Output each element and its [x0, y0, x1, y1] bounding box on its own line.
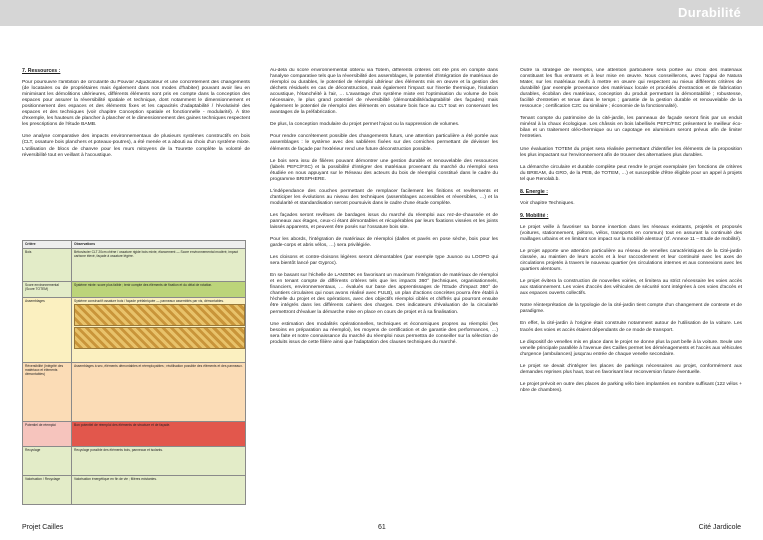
table-header-cell: Critère: [23, 241, 72, 249]
table-row: [23, 298, 246, 363]
table-row: [23, 363, 246, 422]
wall-section-image: [74, 327, 245, 349]
paragraph: Pour rendre concrètement possible des changements futurs, une attention particulière a été portée aux assemblages : le système avec des sablières fixées sur des corniches permettant de dévisser les éléments de façade par l'extérieur rend une future déconstruction possible.: [270, 134, 498, 152]
row-text: Bon potentiel de réemploi des éléments de structure et de façade.: [72, 422, 246, 447]
paragraph: Au-delà du score environnemental obtenu via Totem, différents critères ont été pris en compte dans l'analyse comparative tels que la réversibilité des assemblages, le potentiel d'intégration de matériaux de réemploi ou durables, le potentiel de réemploi ultérieur des éléments mis en œuvre et la gestion des déchets résiduels en cas de déconstruction, mais également l'impact sur l'inertie thermique, l'isolation acoustique, l'étanchéité à l'air, … L'avantage d'un système mixte est l'optimisation du volume de bois nécessaire, le plus grand potentiel de réversibilité (démontabilité/adaptabilité des façades) mais également le potentiel de réemploi des éléments en ossature bois face au CLT tout en conservant les avantages de la préfabrication.: [270, 68, 498, 116]
table-row: [23, 249, 246, 282]
wall-section-image: [74, 304, 245, 326]
row-cell-wall-diagrams: [72, 298, 246, 363]
paragraph: Notre réinterprétation de la typologie de la cité-jardin tient compte d'un changement de contexte et de paradigme.: [520, 303, 742, 315]
section-title: Durabilité: [678, 5, 741, 20]
energy-text: Voir chapitre Techniques.: [520, 200, 575, 206]
row-label: Score environnemental (Score TOTEM): [23, 282, 72, 298]
header-band: [0, 0, 763, 26]
table-row: [23, 422, 246, 447]
paragraph: La démarche circulaire et durable complète peut rendre le projet exemplaire (en fonctions de critères du BRIEAM, du GRO, de la PEB, de TOTEM, …) et susceptible d'être éligible pour un appel à projets tel que Renolab.b.: [520, 164, 742, 182]
paragraph: Le dispositif de venelles mis en place dans le projet ne donne plus la part belle à la voiture. Seule une venelle principale parallèle à l'avenue des Cailles permet les déménagements et l'accès aux véhicules d'urgence (ambulances) jusqu'au entrée de chaque venelle secondaire.: [520, 339, 742, 357]
row-label: Réversibilité (Intégrité des matériaux et éléments démontables): [23, 363, 72, 422]
row-text: Recyclage possible des éléments bois, panneaux et isolants.: [72, 447, 246, 476]
row-label: Assemblages: [23, 298, 72, 363]
paragraph: Pour les abords, l'intégration de matériaux de réemploi (dalles et pavés en pose sèche, bois pour les garde-corps et abris vélos, …) sera privilégiée.: [270, 237, 498, 249]
paragraph: En effet, la cité-jardin à l'origine était construite notamment autour de l'utilisation de la voiture. Les tracés des voies et accès étaient dépendants de ce mode de transport.: [520, 321, 742, 333]
paragraph: Les façades seront revêtues de bardages issus du marché du réemploi aux rez-de-chaussée et de panneaux aux étages, ceux-ci étant démontables et récupérables par leurs fixations vissées et les joints laissés apparents, et peuvent être posés sur l'ossature bois site.: [270, 212, 498, 230]
footer-project-name: Projet Cailles: [22, 524, 64, 531]
column-right: [520, 68, 742, 518]
mobility-heading: 9. Mobilité :: [520, 212, 549, 219]
table-row: [23, 447, 246, 476]
comparison-table: [22, 240, 246, 505]
table-header-cell: Observations: [72, 241, 246, 249]
paragraph: Le bois sera issu de filières pouvant démontrer une gestion durable et renouvelable des ressources (labels PEFC/FSC) et la possibilité d'intégrer des matériaux provenant du marché du réemploi sera étudiée en nous appuyant sur le Réseau des acteurs du bois de réemploi constitué dans le cadre du programme BRISPHERE.: [270, 158, 498, 182]
paragraph: Le projet se devait d'intégrer les places de parkings nécessaires au projet, conformément aux demandes reprises plus haut, tout en favorisant leur reconversion future éventuelle.: [520, 363, 742, 375]
paragraph: L'indépendance des couches permettant de remplacer facilement les finitions et revêtements et d'anticiper les évolutions au niveau des techniques (assemblages accessibles et réversibles, …) et la modularité et standardisation seront poursuivis dans le cadre d'une étude complète.: [270, 188, 498, 206]
paragraph: Outre la stratégie de réemploi, une attention particulière sera portée au choix des matériaux constituant les flux entrants et à leur mise en œuvre. Nous conseillerons, avec l'appui de Natura Mater, sur les matériaux neufs à mettre en œuvre qui respectent au mieux différents critères de durabilité (par exemple provenance des matériaux locale et procédés d'extraction et de fabrication durables, écobilan des matériaux, conception du produit permettant la démontabilité ; robustesse, facilité d'entretien et tenue dans le temps ; garantie de la gestion durable et renouvelable de la ressource ; certification C2C ou similaire ; économie de la fonctionnalité).: [520, 68, 742, 110]
footer-site-name: Cité Jardicole: [698, 524, 741, 531]
paragraph: Les cloisons et contre-cloisons légères seront démontables (par exemple type Juunoo ou LOOPO qui sera bientôt lancé par Gyproc).: [270, 255, 498, 267]
table-header-row: [23, 241, 246, 249]
paragraph: Le projet évitera la construction de nouvelles voiries, et limitera au strict nécessaire les voies accès aux stationnement. Les voies d'accès des véhicules de sécurité sont intégrées à ces voies d'accès et aux espaces ouverts collectifs.: [520, 279, 742, 297]
row-text: Système constructif ossature bois / façade préfabriquée — panneaux assemblés par vis, démontables.: [74, 299, 224, 303]
paragraph: Tenant compte du patrimoine de la cité-jardin, les panneaux de façade seront finis par un enduit minéral à la chaux écologique. Les châssis en bois labellisés PEFC/FSC présentent le meilleur éco-bilan et un traitement oléo-thermique ou un capotage en aluminium seront prévus afin de limiter l'entretien.: [520, 116, 742, 140]
row-text: Valorisation énergétique en fin de vie ; filières existantes.: [72, 476, 246, 505]
paragraph: De plus, la conception modulaire du projet permet l'ajout ou la suppression de volumes.: [270, 122, 460, 128]
row-text: Assemblages à sec, éléments démontables et réemployables ; réutilisation possible des éléments et des panneaux.: [72, 363, 246, 422]
row-text: Système mixte: score plus faible ; tenir compte des éléments de fixation et du délai de rotation.: [72, 282, 246, 298]
paragraph: Le projet veille à favoriser sa bonne insertion dans les réseaux existants, projetés et proposés (voitures, stationnement, piétons, vélos, transports en commun) tout en assurant la continuité des maillages urbains et en limitant son impact sur la mobilité alentour (cf. Annexe 11 – Etude de mobilité).: [520, 224, 742, 242]
table-row: [23, 282, 246, 298]
energy-heading: 8. Energie :: [520, 188, 548, 195]
row-label: Potentiel de réemploi: [23, 422, 72, 447]
paragraph: Le projet apporte une attention particulière au réseau de venelles caractéristiques de la Cité-jardin classée, au maintien de leurs accès et à leur raccordement et leur continuité avec les axes de circulations projetés à travers le nouveau quartier (en circulations internes et aux connexions avec les quartiers alentours.: [520, 249, 742, 273]
row-label: Recyclage: [23, 447, 72, 476]
table-row: [23, 476, 246, 505]
column-middle: [270, 68, 498, 518]
page-number: 61: [378, 524, 386, 531]
paragraph: Une évaluation TOTEM du projet sera réalisée permettant d'identifier les éléments de la proposition les plus impactant sur l'environnement afin de trouver des alternatives plus durables.: [520, 146, 742, 158]
paragraph: Pour poursuivre l'ambition de circularité du Pouvoir Adjudicateur et une concrétement des changements (de locataires ou de propriétaires mais également dans nos modes d'habiter) pouvant avoir lieu en minimisant les démolitions ultérieures, différents éléments sont pris en compte dans la conception des espaces pour assurer la réversibilité spatiale et technique, dont notamment le dimensionnement et positionnement des espaces et des éléments fixes et les capacités d'adaptabilité / l'évolutivité des espaces et des techniques (voir chapitre Conception spatiale et fonctionnelle - modularité). À titre d'exemple, les hauteurs de plancher à plancher et le dimensionnement des gaines techniques respectent les prescriptions de l'étude BAMB.: [22, 80, 250, 128]
row-label: Bois: [23, 249, 72, 282]
row-label: Valorisation / Recyclage: [23, 476, 72, 505]
paragraph: Une estimation des modalités opérationnelles, techniques et économiques propres au réemploi (les besoins en préparation au réemploi), les moyens de certification et de garantie des performances, …) sera faite et notre connaissance du marché du réemploi nous permettra de conseiller sur la sélection de produits issus de cette filière ainsi que l'adaptation des clauses techniques du marché.: [270, 321, 498, 345]
paragraph: Le projet prévoit en outre des places de parking vélo bien implantées en nombre suffisant (122 vélos + nbre de chambres).: [520, 381, 742, 393]
column-left: [22, 68, 250, 236]
row-text: Béton/acier CLT 20cm chêne / ossature rigide bois mixte, élancement — Score environnemental modéré, impact carbone élevé, façade à ossature légère.: [72, 249, 246, 282]
paragraph: Une analyse comparative des impacts environnementaux de plusieurs systèmes constructifs en bois (CLT, ossature bois planchers et poteaux-poutres), a été menée et a abouti au choix d'un système mixte. L'utilisation de blocs de chanvre pour les murs mitoyens de la Tourette complète la volonté de réversibilité tout en veillant à l'acoustique.: [22, 134, 250, 158]
resources-heading: 7. Ressources :: [22, 68, 61, 74]
paragraph: En se basant sur l'échelle de LANSINK en favorisant un maximum l'intégration de matériaux de réemploi et en tenant compte de différents critères tels que les impacts 360° (techniques, organisationnels, financiers, environnementaux, … évalués sur base des apprentissages de l'Etude d'impact 360° de chantiers circulaires qui nous avons réalisé avec FULB), un plan d'actions concrètes pourra être établi à l'échelle du projet et des opérations, avec des objectifs réemploi ciblés et chiffrés qui pourront ensuite être intégrés dans les différents cahiers des charges. Des indicateurs d'évaluation de la circularité permettront d'évaluer la démarche mise en place en cours de projet et à sa finalisation.: [270, 273, 498, 315]
